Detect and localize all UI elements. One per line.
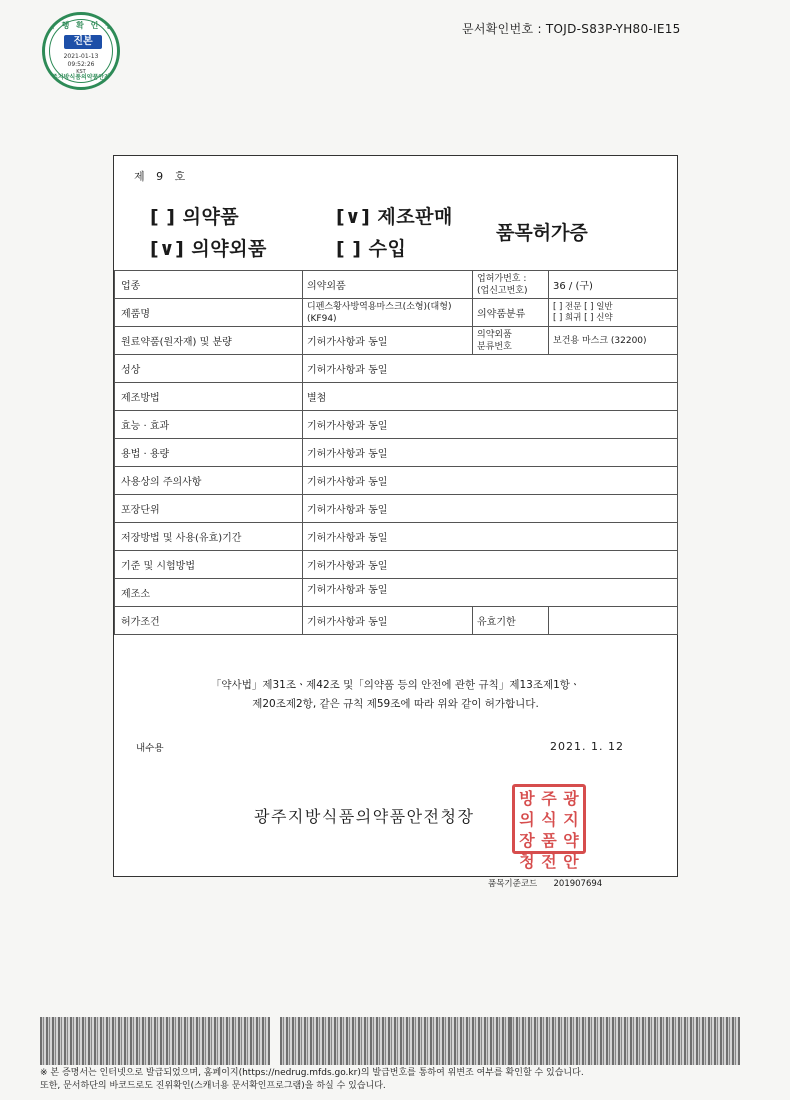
item-code-value: 201907694: [553, 879, 603, 889]
table-row: [115, 495, 678, 523]
seal-top-text: 시 행 확 인 필: [47, 21, 115, 30]
table-row: [115, 271, 678, 299]
drug-class-label: 의약품분류: [473, 299, 549, 327]
product-name-value: 디펜스황사방역용마스크(소형)(대형)(KF94): [303, 299, 473, 327]
drug-class-options: [549, 299, 678, 327]
table-row: [115, 411, 678, 439]
official-stamp: [512, 784, 586, 871]
barcode-3: [510, 1017, 740, 1065]
footer-note: [40, 1067, 740, 1093]
efficacy-value: 기허가사항과 동일: [303, 411, 678, 439]
footer-note-line-2: 또한, 문서하단의 바코드로도 진위확인(스캐너용 문서확인프로그램)을 하실 수 있습니다.: [40, 1081, 386, 1091]
table-row: [115, 579, 678, 607]
category-drug: [ ] 의약품: [150, 206, 240, 228]
stamp-char: 약: [563, 831, 579, 850]
product-name-label: 제품명: [115, 299, 303, 327]
standard-value: 기허가사항과 동일: [303, 551, 678, 579]
seal-date: 2021-01-13: [63, 53, 99, 60]
permit-table: [114, 270, 678, 635]
table-row: [115, 607, 678, 635]
seal-time: 09:52:26: [67, 61, 95, 68]
table-row: [115, 355, 678, 383]
permit-title: 품목허가증: [496, 222, 588, 244]
method-value: 별첨: [303, 383, 678, 411]
stamp-char: 청: [519, 852, 535, 871]
property-value: 기허가사항과 동일: [303, 355, 678, 383]
barcode-1: [40, 1017, 270, 1065]
drug-class-line-2: [ ] 희귀 [ ] 신약: [553, 312, 613, 323]
stamp-char: 의: [519, 810, 535, 829]
stamp-char: 품: [541, 831, 557, 850]
legal-basis-line-1: 「약사법」제31조ㆍ제42조 및「의약품 등의 안전에 관한 규칙」제13조제1항ㆍ: [210, 679, 581, 691]
dosage-label: 용법 · 용량: [115, 439, 303, 467]
table-row: [115, 299, 678, 327]
seal-tz: KST: [76, 69, 86, 75]
method-label: 제조방법: [115, 383, 303, 411]
caution-value: 기허가사항과 동일: [303, 467, 678, 495]
storage-label: 저장방법 및 사용(유효)기간: [115, 523, 303, 551]
domestic-use-label: 내수용: [136, 743, 164, 754]
manufacturer-label: 제조소: [115, 579, 303, 607]
standard-label: 기준 및 시험방법: [115, 551, 303, 579]
table-row: [115, 383, 678, 411]
license-number-label: 업허가번호 : (업신고번호): [473, 271, 549, 299]
validity-label: 유효기한: [473, 607, 549, 635]
package-label: 포장단위: [115, 495, 303, 523]
drug-class-line-1: [ ] 전문 [ ] 일반: [553, 301, 613, 312]
item-code-line: [488, 877, 602, 889]
manufacturer-value: 기허가사항과 동일: [303, 579, 678, 607]
category-quasi-drug: [∨] 의약외품: [150, 238, 267, 260]
stamp-char: 지: [563, 810, 579, 829]
storage-value: 기허가사항과 동일: [303, 523, 678, 551]
item-code-label: 품목기준코드: [488, 879, 538, 889]
license-number-value: 36 / (구): [549, 271, 678, 299]
stamp-char: 안: [563, 852, 579, 871]
package-value: 기허가사항과 동일: [303, 495, 678, 523]
table-row: [115, 439, 678, 467]
efficacy-label: 효능 · 효과: [115, 411, 303, 439]
table-row: [115, 327, 678, 355]
condition-label: 허가조건: [115, 607, 303, 635]
stamp-char: 주: [541, 789, 557, 808]
footer-note-line-1: ※ 본 증명서는 인터넷으로 발급되었으며, 홈페이지(https://nedrug.mfds.go.kr)의 발급번호를 통하여 위변조 여부를 확인할 수 있습니다.: [40, 1068, 584, 1078]
issue-date: 2021. 1. 12: [550, 740, 624, 753]
legal-basis-line-2: 제20조제2항, 같은 규칙 제59조에 따라 위와 같이 허가합니다.: [252, 698, 539, 710]
stamp-char: 식: [541, 810, 557, 829]
legal-basis-text: [114, 676, 677, 714]
authenticity-seal: [42, 12, 120, 90]
stamp-char: 방: [519, 789, 535, 808]
quasi-class-label: 의약외품 분류번호: [473, 327, 549, 355]
stamp-char: 장: [519, 831, 535, 850]
ingredients-label: 원료약품(원자재) 및 분량: [115, 327, 303, 355]
permit-form: [113, 155, 678, 877]
quasi-class-value: 보건용 마스크 (32200): [549, 327, 678, 355]
stamp-char: 전: [541, 852, 557, 871]
table-row: [115, 467, 678, 495]
form-number: 제 9 호: [134, 170, 190, 183]
seal-bottom-text: 광주지방식품의약품안전청: [46, 74, 116, 81]
caution-label: 사용상의 주의사항: [115, 467, 303, 495]
table-row: [115, 523, 678, 551]
validity-value: [549, 607, 678, 635]
category-import: [ ] 수입: [336, 238, 407, 260]
industry-value: 의약외품: [303, 271, 473, 299]
stamp-char: 광: [563, 789, 579, 808]
seal-badge: 진본: [64, 35, 102, 49]
ingredients-value: 기허가사항과 동일: [303, 327, 473, 355]
condition-value: 기허가사항과 동일: [303, 607, 473, 635]
issuer-name: 광주지방식품의약품안전청장: [254, 807, 475, 826]
document-confirm-number: 문서확인번호 : TOJD-S83P-YH80-IE15: [462, 22, 681, 36]
dosage-value: 기허가사항과 동일: [303, 439, 678, 467]
property-label: 성상: [115, 355, 303, 383]
category-manufacture-sale: [∨] 제조판매: [336, 206, 453, 228]
barcode-2: [280, 1017, 510, 1065]
industry-label: 업종: [115, 271, 303, 299]
table-row: [115, 551, 678, 579]
